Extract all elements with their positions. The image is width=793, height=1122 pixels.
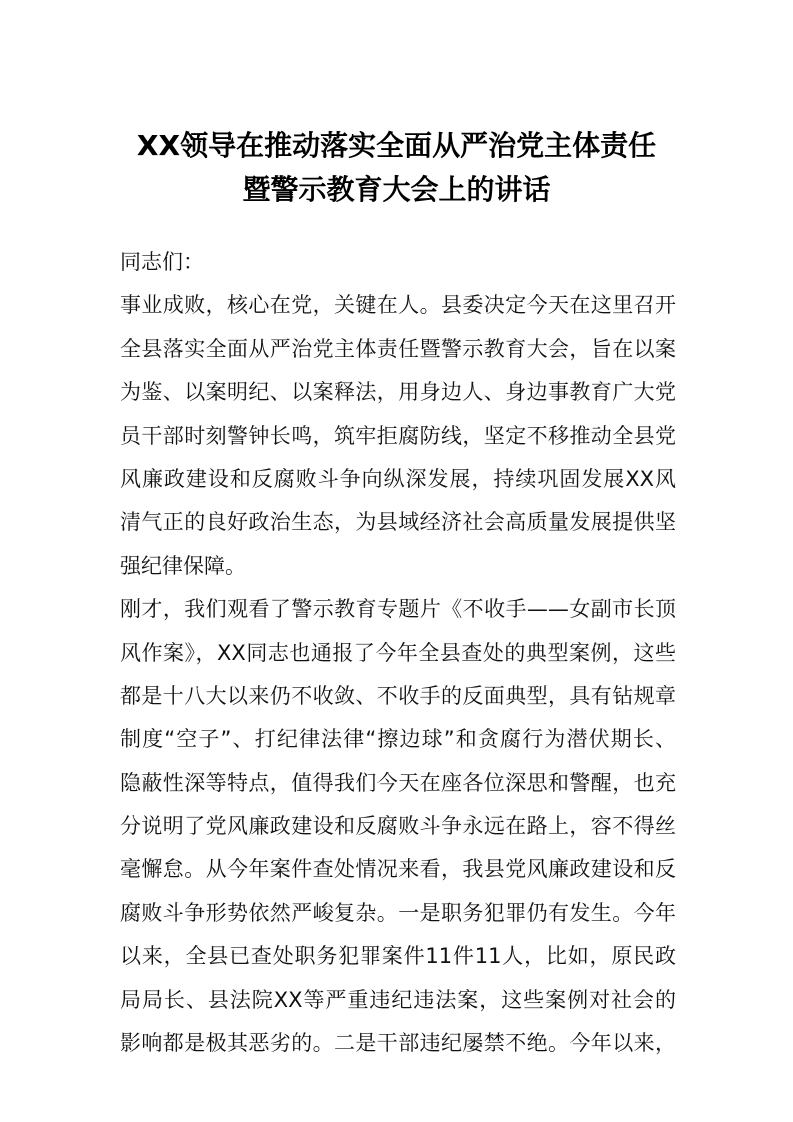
salutation: 同志们： (120, 250, 204, 274)
document-body (120, 241, 676, 1065)
document-title-line-1: XX领导在推动落实全面从严治党主体责任 (136, 129, 657, 162)
paragraph-1 (120, 284, 676, 588)
paragraph-line: 员干部时刻警钟长鸣，筑牢拒腐防线，坚定不移推动全县党 (120, 423, 676, 448)
paragraph-line: 影响都是极其恶劣的。二是干部违纪屡禁不绝。今年以来， (120, 1031, 676, 1056)
paragraph-line: 风廉政建设和反腐败斗争向纵深发展，持续巩固发展XX风 (120, 466, 676, 491)
paragraph-line: 局局长、县法院XX等严重违纪违法案，这些案例对社会的 (120, 987, 676, 1012)
paragraph-line: 风作案》，XX同志也通报了今年全县查处的典型案例，这些 (120, 640, 676, 665)
paragraph-line: 腐败斗争形势依然严峻复杂。一是职务犯罪仍有发生。今年 (120, 900, 676, 925)
paragraph-line: 全县落实全面从严治党主体责任暨警示教育大会，旨在以案 (120, 336, 676, 361)
paragraph-line: 强纪律保障。 (120, 553, 246, 578)
paragraph-line: 隐蔽性深等特点，值得我们今天在座各位深思和警醒，也充 (120, 770, 676, 795)
paragraph-2 (120, 588, 676, 1065)
paragraph-line: 为鉴、以案明纪、以案释法，用身边人、身边事教育广大党 (120, 380, 676, 405)
paragraph-line: 清气正的良好政治生态，为县域经济社会高质量发展提供坚 (120, 510, 676, 535)
document-title-line-2: 暨警示教育大会上的讲话 (242, 173, 551, 206)
paragraph-line: 毫懈怠。从今年案件查处情况来看，我县党风廉政建设和反 (120, 857, 676, 882)
paragraph-line: 分说明了党风廉政建设和反腐败斗争永远在路上，容不得丝 (120, 814, 676, 839)
paragraph-line: 以来，全县已查处职务犯罪案件11件11人，比如，原民政 (120, 944, 676, 969)
paragraph-line: 制度“空子”、打纪律法律“擦边球”和贪腐行为潜伏期长、 (120, 727, 676, 752)
paragraph-line: 都是十八大以来仍不收敛、不收手的反面典型，具有钻规章 (120, 683, 676, 708)
paragraph-line: 事业成败，核心在党，关键在人。县委决定今天在这里召开 (120, 293, 676, 318)
paragraph-line: 刚才，我们观看了警示教育专题片《不收手——女副市长顶 (120, 597, 676, 622)
